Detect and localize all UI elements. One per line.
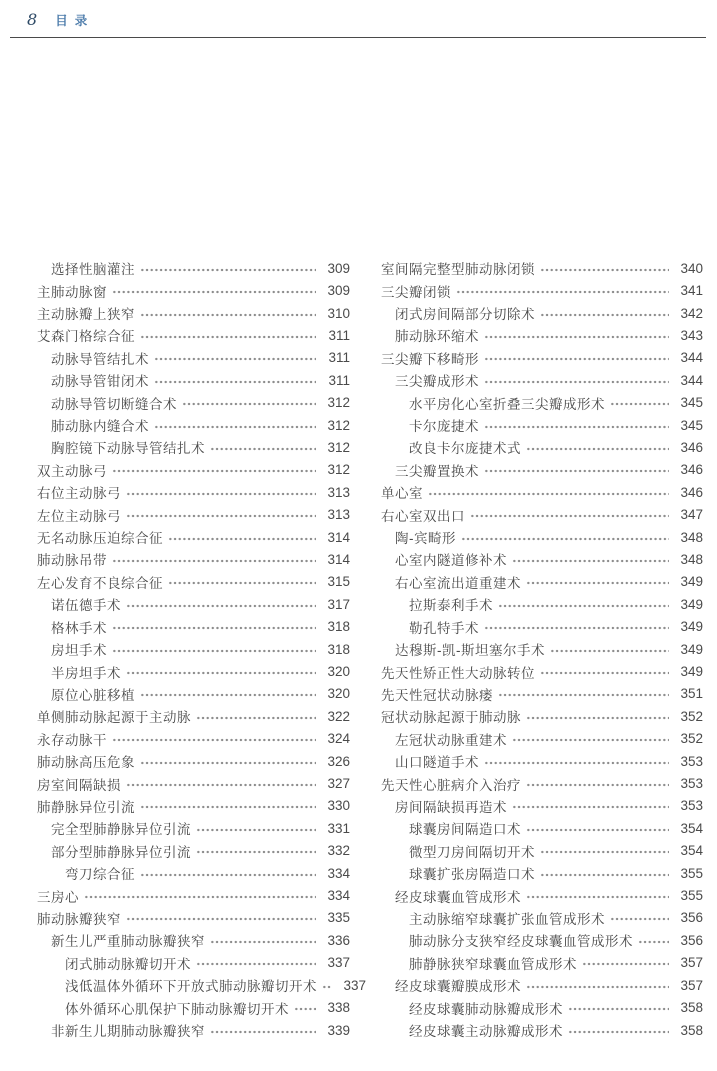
toc-entry-title: 肺动脉瓣狭窄 bbox=[37, 911, 121, 927]
toc-entry-title: 三尖瓣下移畸形 bbox=[381, 351, 479, 367]
toc-entry-page: 312 bbox=[327, 462, 350, 478]
toc-entry-title: 改良卡尔庞捷术式 bbox=[409, 441, 521, 457]
toc-entry-page: 320 bbox=[327, 664, 350, 680]
dot-leader bbox=[512, 548, 669, 570]
toc-entry-page: 310 bbox=[327, 305, 350, 321]
toc-entry-page: 312 bbox=[327, 417, 350, 433]
toc-entry bbox=[381, 795, 703, 817]
toc-entry bbox=[37, 1019, 350, 1041]
dot-leader bbox=[484, 324, 669, 346]
toc-entry-page: 351 bbox=[680, 686, 703, 702]
dot-leader bbox=[526, 885, 669, 907]
toc-entry-page: 318 bbox=[327, 619, 350, 635]
toc-entry-title: 肺动脉环缩术 bbox=[395, 329, 479, 345]
dot-leader bbox=[210, 1019, 316, 1041]
toc-entry bbox=[37, 302, 350, 324]
toc-entry bbox=[37, 952, 350, 974]
toc-entry bbox=[381, 481, 703, 503]
dot-leader bbox=[484, 616, 669, 638]
toc-entry-title: 闭式肺动脉瓣切开术 bbox=[65, 956, 191, 972]
dot-leader bbox=[112, 616, 316, 638]
toc-entry-title: 左位主动脉弓 bbox=[37, 508, 121, 524]
toc-entry-page: 354 bbox=[680, 843, 703, 859]
dot-leader bbox=[526, 817, 669, 839]
toc-entry-title: 卡尔庞捷术 bbox=[409, 419, 479, 435]
toc-entry-title: 经皮球囊肺动脉瓣成形术 bbox=[409, 1001, 563, 1017]
dot-leader bbox=[196, 952, 316, 974]
dot-leader bbox=[140, 795, 316, 817]
toc-entry-page: 352 bbox=[680, 731, 703, 747]
toc-entry-title: 先天性心脏病介入治疗 bbox=[381, 777, 521, 793]
toc-entry bbox=[37, 660, 350, 682]
dot-leader bbox=[126, 907, 316, 929]
toc-entry bbox=[37, 369, 350, 391]
toc-entry-title: 动脉导管钳闭术 bbox=[51, 374, 149, 390]
toc-entry-page: 344 bbox=[680, 372, 703, 388]
dot-leader bbox=[168, 526, 316, 548]
toc-entry-page: 348 bbox=[680, 529, 703, 545]
toc-entry bbox=[37, 728, 350, 750]
dot-leader bbox=[112, 638, 316, 660]
toc-entry bbox=[37, 257, 350, 279]
toc-entry-title: 冠状动脉起源于肺动脉 bbox=[381, 710, 521, 726]
toc-entry-page: 357 bbox=[680, 955, 703, 971]
toc-entry-page: 353 bbox=[680, 798, 703, 814]
toc-entry-page: 315 bbox=[327, 574, 350, 590]
toc-entry bbox=[381, 660, 703, 682]
toc-entry-title: 肺动脉分支狭窄经皮球囊血管成形术 bbox=[409, 934, 633, 950]
toc-entry bbox=[37, 884, 350, 906]
toc-entry-title: 非新生儿期肺动脉瓣狭窄 bbox=[51, 1024, 205, 1040]
toc-entry-title: 肺动脉吊带 bbox=[37, 553, 107, 569]
dot-leader bbox=[210, 436, 316, 458]
toc-entry-page: 353 bbox=[680, 776, 703, 792]
toc-entry bbox=[37, 459, 350, 481]
dot-leader bbox=[140, 750, 316, 772]
toc-entry-page: 349 bbox=[680, 619, 703, 635]
toc-entry-page: 356 bbox=[680, 910, 703, 926]
header-title: 目录 bbox=[55, 13, 95, 28]
toc-entry bbox=[37, 795, 350, 817]
toc-entry bbox=[37, 503, 350, 525]
toc-entry bbox=[37, 548, 350, 570]
toc-entry-title: 闭式房间隔部分切除术 bbox=[395, 307, 535, 323]
toc-entry-page: 311 bbox=[328, 372, 350, 388]
toc-entry bbox=[381, 503, 703, 525]
dot-leader bbox=[484, 369, 669, 391]
toc-entry bbox=[37, 593, 350, 615]
dot-leader bbox=[526, 571, 669, 593]
toc-entry bbox=[381, 952, 703, 974]
toc-entry bbox=[381, 884, 703, 906]
toc-entry-title: 原位心脏移植 bbox=[51, 687, 135, 703]
toc-entry-title: 体外循环心肌保护下肺动脉瓣切开术 bbox=[65, 1001, 289, 1017]
toc-entry-title: 房室间隔缺损 bbox=[37, 777, 121, 793]
dot-leader bbox=[196, 705, 316, 727]
toc-entry-title: 三房心 bbox=[37, 889, 79, 905]
toc-entry bbox=[37, 347, 350, 369]
dot-leader bbox=[461, 526, 669, 548]
dot-leader bbox=[154, 369, 316, 391]
toc-entry-page: 340 bbox=[680, 260, 703, 276]
dot-leader bbox=[112, 459, 316, 481]
toc-entry bbox=[381, 929, 703, 951]
dot-leader bbox=[322, 974, 332, 996]
page-header bbox=[27, 10, 94, 29]
toc-entry-page: 327 bbox=[327, 776, 350, 792]
toc-entry-title: 右心室双出口 bbox=[381, 508, 465, 524]
toc-entry-title: 室间隔完整型肺动脉闭锁 bbox=[381, 262, 535, 278]
toc-entry-title: 山口隧道手术 bbox=[395, 755, 479, 771]
toc-entry-title: 胸腔镜下动脉导管结扎术 bbox=[51, 441, 205, 457]
toc-entry-title: 拉斯泰利手术 bbox=[409, 598, 493, 614]
toc-entry bbox=[37, 840, 350, 862]
toc-entry bbox=[37, 705, 350, 727]
dot-leader bbox=[126, 661, 316, 683]
dot-leader bbox=[550, 638, 669, 660]
toc-entry-title: 房坦手术 bbox=[51, 643, 107, 659]
toc-entry-title: 主肺动脉窗 bbox=[37, 284, 107, 300]
toc-entry-title: 水平房化心室折叠三尖瓣成形术 bbox=[409, 396, 605, 412]
toc-entry-page: 322 bbox=[327, 708, 350, 724]
toc-entry-title: 单心室 bbox=[381, 486, 423, 502]
toc-entry-page: 346 bbox=[680, 484, 703, 500]
header-page-number: 8 bbox=[27, 10, 38, 29]
dot-leader bbox=[140, 302, 316, 324]
toc-column-left bbox=[37, 257, 366, 1041]
toc-entry bbox=[37, 436, 350, 458]
toc-entry-page: 349 bbox=[680, 574, 703, 590]
toc-entry bbox=[37, 772, 350, 794]
toc-entry bbox=[381, 324, 703, 346]
dot-leader bbox=[154, 347, 316, 369]
toc-entry-title: 右心室流出道重建术 bbox=[395, 575, 521, 591]
dot-leader bbox=[84, 885, 316, 907]
toc-entry-page: 349 bbox=[680, 664, 703, 680]
toc-entry-page: 313 bbox=[327, 484, 350, 500]
toc-entry-title: 双主动脉弓 bbox=[37, 463, 107, 479]
toc-entry bbox=[37, 616, 350, 638]
toc-entry bbox=[37, 817, 350, 839]
toc-entry bbox=[381, 996, 703, 1018]
toc-entry-title: 动脉导管结扎术 bbox=[51, 351, 149, 367]
toc-entry-title: 先天性冠状动脉瘘 bbox=[381, 687, 493, 703]
toc-entry bbox=[381, 459, 703, 481]
toc-entry-page: 338 bbox=[327, 1000, 350, 1016]
toc-entry-page: 342 bbox=[680, 305, 703, 321]
toc-entry-title: 三尖瓣闭锁 bbox=[381, 284, 451, 300]
toc-entry bbox=[381, 548, 703, 570]
toc-entry-title: 先天性矫正性大动脉转位 bbox=[381, 665, 535, 681]
dot-leader bbox=[512, 728, 669, 750]
dot-leader bbox=[112, 548, 316, 570]
toc-entry-title: 肺动脉内缝合术 bbox=[51, 419, 149, 435]
dot-leader bbox=[140, 324, 316, 346]
toc-entry-title: 格林手术 bbox=[51, 620, 107, 636]
dot-leader bbox=[126, 504, 316, 526]
toc-entry bbox=[37, 571, 350, 593]
toc-entry-page: 324 bbox=[327, 731, 350, 747]
dot-leader bbox=[540, 840, 669, 862]
toc-entry-page: 357 bbox=[680, 977, 703, 993]
toc-entry bbox=[37, 391, 350, 413]
toc-entry-title: 达穆斯-凯-斯坦塞尔手术 bbox=[395, 643, 545, 659]
dot-leader bbox=[470, 504, 669, 526]
toc-entry bbox=[381, 257, 703, 279]
toc-entry bbox=[37, 526, 350, 548]
toc-entry-page: 337 bbox=[343, 977, 366, 993]
toc-entry bbox=[37, 638, 350, 660]
toc-entry-page: 352 bbox=[680, 708, 703, 724]
toc-entry-title: 新生儿严重肺动脉瓣狭窄 bbox=[51, 934, 205, 950]
toc-entry-page: 336 bbox=[327, 932, 350, 948]
dot-leader bbox=[112, 280, 316, 302]
toc-entry-page: 347 bbox=[680, 507, 703, 523]
toc-entry-page: 330 bbox=[327, 798, 350, 814]
toc-entry bbox=[37, 324, 350, 346]
dot-leader bbox=[540, 302, 669, 324]
toc-entry-page: 341 bbox=[680, 283, 703, 299]
toc-entry-title: 左冠状动脉重建术 bbox=[395, 732, 507, 748]
toc-entry-title: 完全型肺静脉异位引流 bbox=[51, 822, 191, 838]
dot-leader bbox=[126, 773, 316, 795]
toc-entry-title: 球囊房间隔造口术 bbox=[409, 822, 521, 838]
toc-entry-page: 331 bbox=[327, 820, 350, 836]
toc-entry-title: 动脉导管切断缝合术 bbox=[51, 396, 177, 412]
toc-entry-title: 三尖瓣成形术 bbox=[395, 374, 479, 390]
dot-leader bbox=[140, 862, 316, 884]
toc-entry-title: 肺静脉狭窄球囊血管成形术 bbox=[409, 956, 577, 972]
dot-leader bbox=[154, 414, 316, 436]
toc-entry bbox=[381, 840, 703, 862]
toc-entry-title: 部分型肺静脉异位引流 bbox=[51, 844, 191, 860]
toc-entry-title: 主动脉瓣上狭窄 bbox=[37, 307, 135, 323]
toc-entry-page: 345 bbox=[680, 417, 703, 433]
toc-entry-page: 356 bbox=[680, 932, 703, 948]
toc-entry bbox=[381, 750, 703, 772]
toc-entry bbox=[381, 369, 703, 391]
dot-leader bbox=[484, 459, 669, 481]
toc-entry-page: 358 bbox=[680, 1022, 703, 1038]
toc-entry-page: 309 bbox=[327, 260, 350, 276]
toc-entry-title: 单侧肺动脉起源于主动脉 bbox=[37, 710, 191, 726]
dot-leader bbox=[638, 929, 669, 951]
dot-leader bbox=[140, 683, 316, 705]
toc-entry-page: 332 bbox=[327, 843, 350, 859]
toc-entry-title: 陶-宾畸形 bbox=[395, 531, 456, 547]
toc-entry-page: 343 bbox=[680, 327, 703, 343]
toc-entry-title: 主动脉缩窄球囊扩张血管成形术 bbox=[409, 911, 605, 927]
toc-entry-title: 艾森门格综合征 bbox=[37, 329, 135, 345]
toc-entry bbox=[381, 907, 703, 929]
dot-leader bbox=[540, 257, 669, 279]
toc-entry-page: 312 bbox=[327, 395, 350, 411]
dot-leader bbox=[498, 683, 669, 705]
toc-entry bbox=[381, 571, 703, 593]
toc-entry-page: 314 bbox=[327, 551, 350, 567]
toc-entry-page: 354 bbox=[680, 820, 703, 836]
dot-leader bbox=[610, 907, 669, 929]
dot-leader bbox=[540, 661, 669, 683]
toc-entry bbox=[37, 750, 350, 772]
dot-leader bbox=[568, 997, 669, 1019]
toc-entry-page: 311 bbox=[328, 327, 350, 343]
dot-leader bbox=[126, 481, 316, 503]
toc-column-right bbox=[381, 257, 703, 1041]
toc-entry bbox=[381, 347, 703, 369]
toc-entry-title: 勒孔特手术 bbox=[409, 620, 479, 636]
dot-leader bbox=[484, 750, 669, 772]
toc-entry-title: 球囊扩张房隔造口术 bbox=[409, 867, 535, 883]
dot-leader bbox=[610, 392, 669, 414]
dot-leader bbox=[428, 481, 669, 503]
dot-leader bbox=[512, 795, 669, 817]
toc-entry bbox=[381, 638, 703, 660]
toc-entry bbox=[37, 929, 350, 951]
toc-entry bbox=[381, 817, 703, 839]
toc-entry bbox=[381, 974, 703, 996]
dot-leader bbox=[498, 593, 669, 615]
dot-leader bbox=[210, 929, 316, 951]
toc-entry bbox=[381, 391, 703, 413]
dot-leader bbox=[182, 392, 316, 414]
toc-entry-page: 344 bbox=[680, 350, 703, 366]
toc-entry-title: 经皮球囊瓣膜成形术 bbox=[395, 979, 521, 995]
toc-entry bbox=[381, 772, 703, 794]
toc-entry bbox=[381, 683, 703, 705]
toc-entry-page: 346 bbox=[680, 439, 703, 455]
toc-entry-title: 肺动脉高压危象 bbox=[37, 755, 135, 771]
toc-entry-title: 心室内隧道修补术 bbox=[395, 553, 507, 569]
toc-entry-page: 358 bbox=[680, 1000, 703, 1016]
toc-entry-title: 经皮球囊主动脉瓣成形术 bbox=[409, 1024, 563, 1040]
toc-entry bbox=[381, 616, 703, 638]
toc-entry-title: 弯刀综合征 bbox=[65, 867, 135, 883]
toc-entry-page: 318 bbox=[327, 641, 350, 657]
toc-entry-page: 337 bbox=[327, 955, 350, 971]
toc-entry-page: 312 bbox=[327, 439, 350, 455]
dot-leader bbox=[196, 840, 316, 862]
toc-entry bbox=[381, 1019, 703, 1041]
toc-entry-title: 半房坦手术 bbox=[51, 665, 121, 681]
toc-entry-page: 346 bbox=[680, 462, 703, 478]
toc-entry bbox=[37, 974, 366, 996]
dot-leader bbox=[140, 257, 316, 279]
toc-entry-title: 肺静脉异位引流 bbox=[37, 799, 135, 815]
toc-entry-page: 355 bbox=[680, 888, 703, 904]
toc-entry-title: 无名动脉压迫综合征 bbox=[37, 531, 163, 547]
header-rule bbox=[10, 37, 706, 38]
toc-entry bbox=[381, 728, 703, 750]
toc-entry-page: 339 bbox=[327, 1022, 350, 1038]
dot-leader bbox=[112, 728, 316, 750]
toc-entry bbox=[381, 302, 703, 324]
toc-entry-title: 左心发育不良综合征 bbox=[37, 575, 163, 591]
dot-leader bbox=[582, 952, 669, 974]
toc-entry-page: 314 bbox=[327, 529, 350, 545]
toc-entry bbox=[381, 279, 703, 301]
toc-entry bbox=[37, 279, 350, 301]
toc-entry bbox=[381, 414, 703, 436]
toc-entry-title: 永存动脉干 bbox=[37, 732, 107, 748]
toc-entry bbox=[37, 481, 350, 503]
toc-entry bbox=[381, 593, 703, 615]
toc-entry bbox=[381, 705, 703, 727]
toc-entry bbox=[37, 862, 350, 884]
dot-leader bbox=[456, 280, 669, 302]
toc-entry-page: 335 bbox=[327, 910, 350, 926]
toc-entry bbox=[37, 414, 350, 436]
dot-leader bbox=[526, 705, 669, 727]
dot-leader bbox=[568, 1019, 669, 1041]
dot-leader bbox=[526, 436, 669, 458]
toc-entry-page: 317 bbox=[327, 596, 350, 612]
toc-entry-title: 浅低温体外循环下开放式肺动脉瓣切开术 bbox=[65, 979, 317, 995]
toc-entry-title: 微型刀房间隔切开术 bbox=[409, 844, 535, 860]
dot-leader bbox=[484, 414, 669, 436]
toc-entry-page: 349 bbox=[680, 596, 703, 612]
dot-leader bbox=[126, 593, 316, 615]
toc-entry-title: 房间隔缺损再造术 bbox=[395, 799, 507, 815]
toc-entry-page: 326 bbox=[327, 753, 350, 769]
dot-leader bbox=[540, 862, 669, 884]
toc-entry bbox=[37, 683, 350, 705]
toc-entry-page: 313 bbox=[327, 507, 350, 523]
toc-entry-page: 334 bbox=[327, 888, 350, 904]
toc-entry-page: 311 bbox=[328, 350, 350, 366]
dot-leader bbox=[484, 347, 669, 369]
toc-entry bbox=[381, 526, 703, 548]
toc-entry bbox=[381, 436, 703, 458]
toc-entry-page: 348 bbox=[680, 551, 703, 567]
dot-leader bbox=[168, 571, 316, 593]
toc-entry-page: 355 bbox=[680, 865, 703, 881]
dot-leader bbox=[526, 974, 669, 996]
dot-leader bbox=[196, 817, 316, 839]
toc-entry-title: 右位主动脉弓 bbox=[37, 486, 121, 502]
toc-entry-title: 诺伍德手术 bbox=[51, 598, 121, 614]
dot-leader bbox=[526, 773, 669, 795]
toc-entry-page: 345 bbox=[680, 395, 703, 411]
toc-entry-title: 选择性脑灌注 bbox=[51, 262, 135, 278]
toc-entry bbox=[37, 907, 350, 929]
toc-entry-page: 353 bbox=[680, 753, 703, 769]
toc-entry-page: 320 bbox=[327, 686, 350, 702]
toc-entry-title: 三尖瓣置换术 bbox=[395, 463, 479, 479]
toc-entry-page: 309 bbox=[327, 283, 350, 299]
toc-entry bbox=[381, 862, 703, 884]
toc-entry-page: 334 bbox=[327, 865, 350, 881]
toc-entry-title: 经皮球囊血管成形术 bbox=[395, 889, 521, 905]
dot-leader bbox=[294, 997, 316, 1019]
toc-entry bbox=[37, 996, 350, 1018]
toc-entry-page: 349 bbox=[680, 641, 703, 657]
